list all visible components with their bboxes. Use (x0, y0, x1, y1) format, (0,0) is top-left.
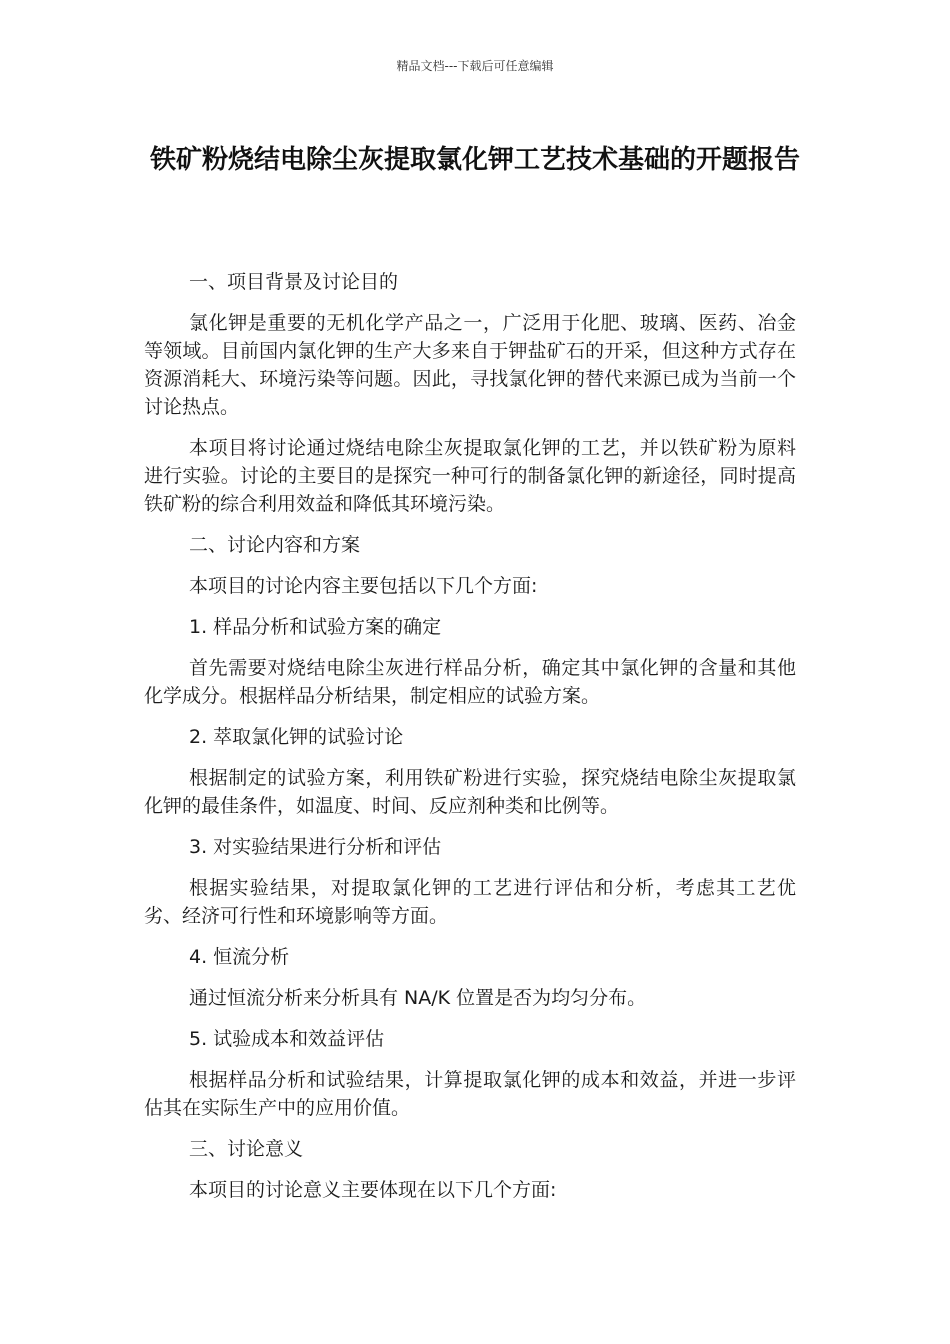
list-item-heading-4: 4. 恒流分析 (189, 946, 290, 968)
section-heading-content: 二、讨论内容和方案 (189, 534, 361, 556)
list-item-heading-1: 1. 样品分析和试验方案的确定 (189, 616, 442, 638)
list-item-body-1: 首先需要对烧结电除尘灰进行样品分析，确定其中氯化钾的含量和其他化学成分。根据样品分析结果，制定相应的试验方案。 (144, 657, 796, 707)
paragraph-content-intro: 本项目的讨论内容主要包括以下几个方面: (189, 575, 538, 597)
list-item-heading-5: 5. 试验成本和效益评估 (189, 1028, 385, 1050)
list-item-heading-3: 3. 对实验结果进行分析和评估 (189, 836, 442, 858)
document-title: 铁矿粉烧结电除尘灰提取氯化钾工艺技术基础的开题报告 (149, 145, 800, 175)
paragraph-significance-intro: 本项目的讨论意义主要体现在以下几个方面: (189, 1179, 557, 1201)
paragraph-purpose: 本项目将讨论通过烧结电除尘灰提取氯化钾的工艺，并以铁矿粉为原料进行实验。讨论的主要目的是探究一种可行的制备氯化钾的新途径，同时提高铁矿粉的综合利用效益和降低其环境污染。 (144, 437, 796, 515)
section-heading-background: 一、项目背景及讨论目的 (189, 271, 399, 293)
list-item-body-5: 根据样品分析和试验结果，计算提取氯化钾的成本和效益，并进一步评估其在实际生产中的应用价值。 (144, 1069, 796, 1119)
list-item-body-3: 根据实验结果，对提取氯化钾的工艺进行评估和分析，考虑其工艺优劣、经济可行性和环境影响等方面。 (144, 877, 796, 927)
document-body (144, 268, 796, 1217)
list-item-body-2: 根据制定的试验方案，利用铁矿粉进行实验，探究烧结电除尘灰提取氯化钾的最佳条件，如温度、时间、反应剂种类和比例等。 (144, 767, 796, 817)
list-item-heading-2: 2. 萃取氯化钾的试验讨论 (189, 726, 404, 748)
page-header: 精品文档---下载后可任意编辑 (396, 59, 554, 73)
paragraph-background: 氯化钾是重要的无机化学产品之一，广泛用于化肥、玻璃、医药、冶金等领域。目前国内氯化钾的生产大多来自于钾盐矿石的开采，但这种方式存在资源消耗大、环境污染等问题。因此，寻找氯化钾的替代来源已成为当前一个讨论热点。 (144, 312, 796, 418)
list-item-body-4: 通过恒流分析来分析具有 NA/K 位置是否为均匀分布。 (189, 987, 647, 1009)
section-heading-significance: 三、讨论意义 (189, 1138, 304, 1160)
